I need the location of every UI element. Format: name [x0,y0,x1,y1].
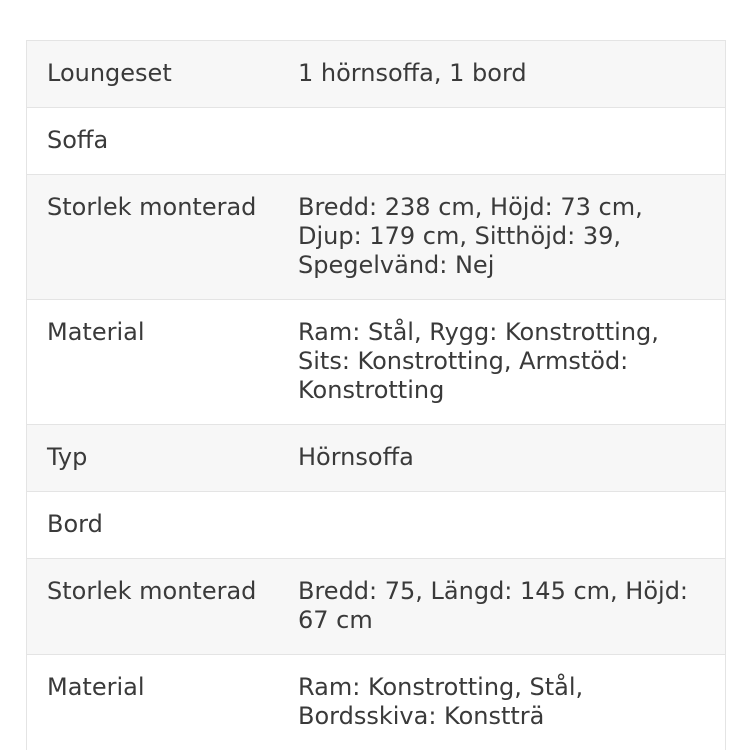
spec-label: Bord [27,492,299,559]
spec-row-soffa-material [27,300,726,425]
spec-value [298,492,726,559]
spec-row-loungeset [27,41,726,108]
spec-label: Storlek monterad [27,175,299,300]
spec-row-bord-material [27,655,726,750]
spec-row-bord-size [27,559,726,655]
spec-row-soffa-size [27,175,726,300]
spec-value: Hörnsoffa [298,425,726,492]
spec-label: Soffa [27,108,299,175]
spec-value: Bredd: 238 cm, Höjd: 73 cm, Djup: 179 cm, Sitthöjd: 39, Spegelvänd: Nej [298,175,726,300]
spec-value [298,108,726,175]
spec-value: Ram: Stål, Rygg: Konstrotting, Sits: Konstrotting, Armstöd: Konstrotting [298,300,726,425]
spec-label: Material [27,300,299,425]
spec-label: Loungeset [27,41,299,108]
spec-value: 1 hörnsoffa, 1 bord [298,41,726,108]
spec-row-soffa [27,108,726,175]
spec-value: Ram: Konstrotting, Stål, Bordsskiva: Konstträ [298,655,726,750]
spec-label: Typ [27,425,299,492]
spec-value: Bredd: 75, Längd: 145 cm, Höjd: 67 cm [298,559,726,655]
spec-row-bord [27,492,726,559]
spec-label: Storlek monterad [27,559,299,655]
spec-label: Material [27,655,299,750]
spec-row-typ [27,425,726,492]
spec-table [26,40,726,750]
